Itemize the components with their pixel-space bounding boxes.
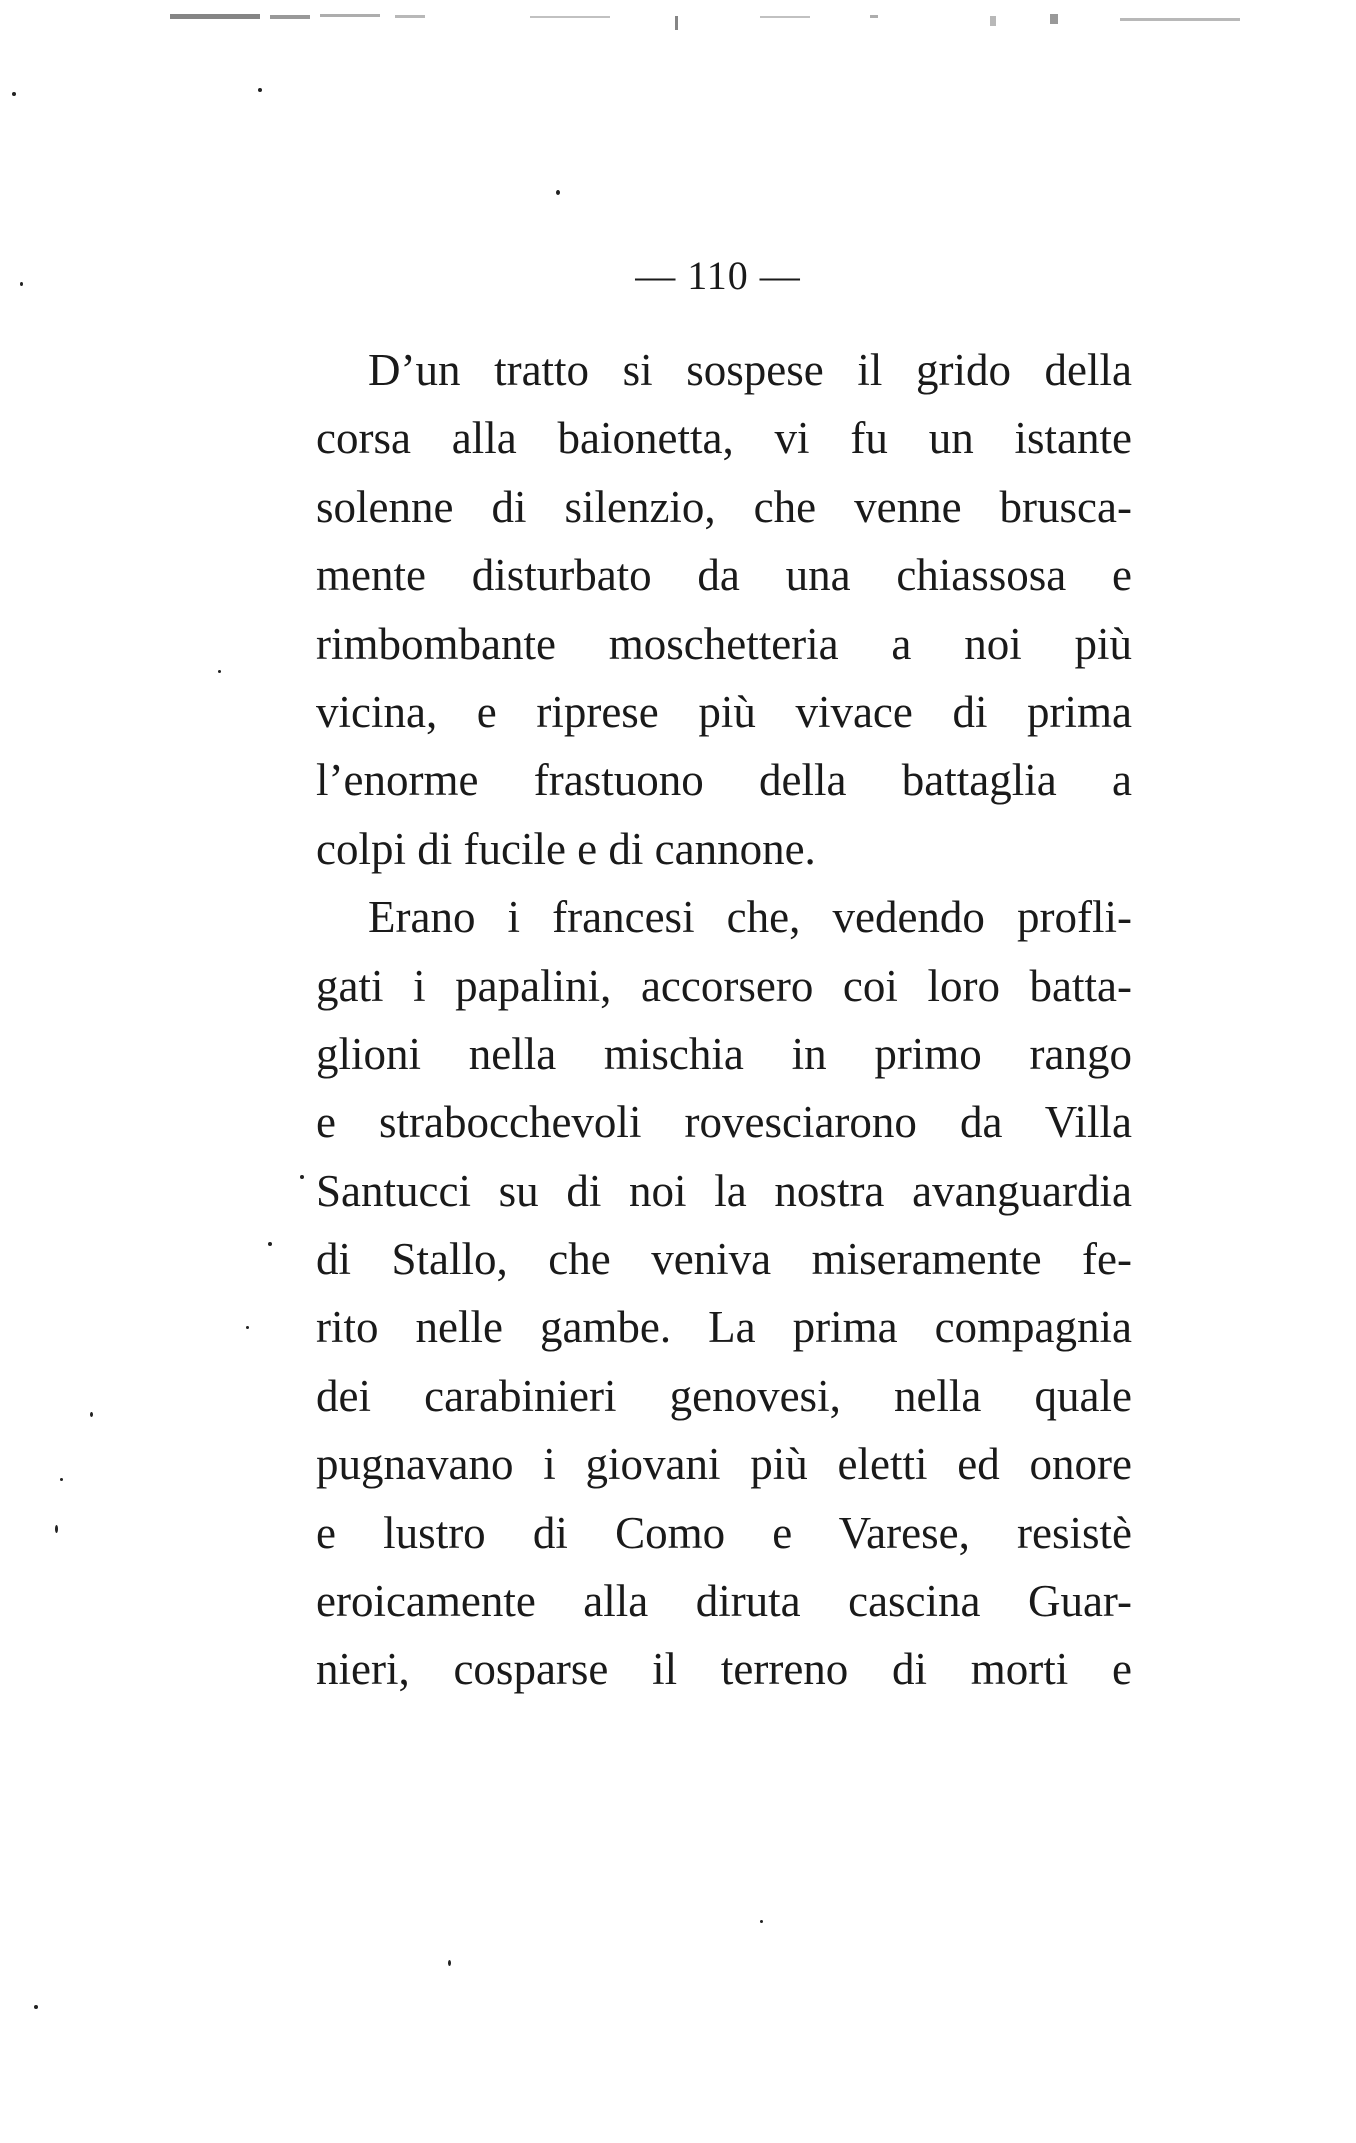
scan-noise-top [170,6,1290,36]
text-line: eroicamente alla diruta cascina Guar- [316,1576,1132,1627]
text-line: e lustro di Como e Varese, resistè [316,1507,1132,1558]
scan-speck [760,1920,763,1923]
page-number: — 110 — [635,253,801,298]
text-line: rimbombante moschetteria a noi più [316,618,1132,669]
scan-speck [448,1960,451,1966]
text-line: vicina, e riprese più vivace di prima [316,686,1132,737]
scan-speck [300,1175,304,1179]
scan-speck [556,190,560,195]
body-text [316,336,1132,1704]
scan-speck [90,1412,93,1417]
text-line: Santucci su di noi la nostra avanguardia [316,1165,1132,1216]
scan-speck [246,1326,249,1329]
text-line: dei carabinieri genovesi, nella quale [316,1370,1132,1421]
text-line: corsa alla baionetta, vi fu un istante [316,413,1132,464]
text-line: D’un tratto si sospese il grido della [368,345,1132,395]
text-line: solenne di silenzio, che venne brusca- [316,481,1132,532]
text-line: e strabocchevoli rovesciarono da Villa [316,1097,1132,1148]
scan-speck [60,1478,63,1481]
scan-speck [268,1242,272,1246]
text-line: rito nelle gambe. La prima compagnia [316,1302,1132,1353]
scan-speck [258,88,262,92]
text-line: glioni nella mischia in primo rango [316,1028,1132,1079]
text-line: mente disturbato da una chiassosa e [316,550,1132,601]
scan-speck [55,1525,58,1533]
scan-speck [218,670,221,673]
text-line: di Stallo, che veniva miseramente fe- [316,1234,1132,1285]
text-line: pugnavano i giovani più eletti ed onore [316,1439,1132,1490]
text-line: colpi di fucile e di cannone. [316,823,816,874]
text-line: Erano i francesi che, vedendo profli- [368,892,1132,943]
paragraph [316,883,1132,1704]
text-line: nieri, cosparse il terreno di morti e [316,1644,1132,1695]
text-line: gati i papalini, accorsero coi loro batta- [316,960,1132,1011]
scan-speck [12,92,16,96]
text-line: l’enorme frastuono della battaglia a [316,755,1132,806]
paragraph [316,336,1132,883]
scan-speck [34,2005,38,2009]
